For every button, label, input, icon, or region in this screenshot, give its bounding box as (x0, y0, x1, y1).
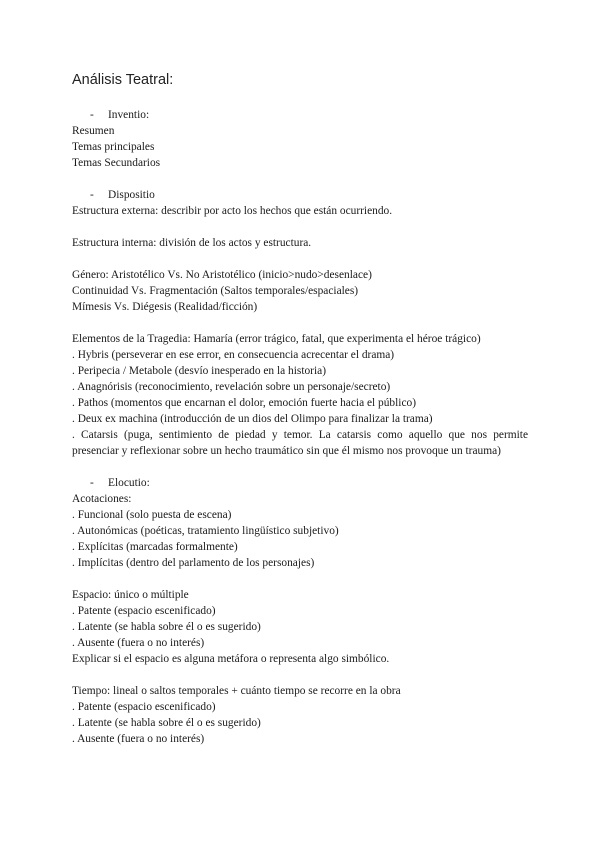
text-line: Tiempo: lineal o saltos temporales + cuánto tiempo se recorre en la obra (72, 685, 401, 697)
section-heading-label: Elocutio: (108, 477, 150, 489)
bullet-dash: - (90, 109, 94, 121)
text-line: Elementos de la Tragedia: Hamaría (error trágico, fatal, que experimenta el héroe trágico) (72, 333, 481, 345)
document-body (72, 107, 528, 747)
spacer (72, 667, 528, 683)
bullet-dash: - (90, 477, 94, 489)
list-item: . Explícitas (marcadas formalmente) (72, 541, 238, 553)
spacer (72, 171, 528, 187)
list-item: . Latente (se habla sobre él o es sugerido) (72, 621, 261, 633)
page-title: Análisis Teatral: (72, 72, 174, 88)
list-item: . Deux ex machina (introducción de un dios del Olimpo para finalizar la trama) (72, 413, 433, 425)
list-item: . Implícitas (dentro del parlamento de los personajes) (72, 557, 315, 569)
text-line: Género: Aristotélico Vs. No Aristotélico (inicio>nudo>desenlace) (72, 269, 372, 281)
text-line: Temas Secundarios (72, 157, 161, 169)
list-item: . Anagnórisis (reconocimiento, revelación sobre un personaje/secreto) (72, 381, 391, 393)
spacer (72, 251, 528, 267)
bullet-dash: - (90, 189, 94, 201)
text-line: Acotaciones: (72, 493, 132, 505)
spacer (72, 315, 528, 331)
spacer (72, 219, 528, 235)
section-heading-dispositio (72, 187, 528, 203)
text-line: Estructura interna: división de los actos y estructura. (72, 237, 312, 249)
spacer (72, 459, 528, 475)
list-item: . Peripecia / Metabole (desvío inesperado en la historia) (72, 365, 326, 377)
text-line: Explicar si el espacio es alguna metáfora o representa algo simbólico. (72, 653, 390, 665)
section-heading-label: Inventio: (108, 109, 150, 121)
list-item: . Ausente (fuera o no interés) (72, 733, 205, 745)
spacer (72, 571, 528, 587)
list-item: . Pathos (momentos que encarnan el dolor, emoción fuerte hacia el público) (72, 397, 416, 409)
text-line: Resumen (72, 125, 115, 137)
list-item-catarsis: . Catarsis (puga, sentimiento de piedad y temor. La catarsis como aquello que nos permite presenciar y reflexionar sobre un hecho traumático sin que él mismo nos provoque un trauma) (72, 429, 528, 457)
list-item: . Autonómicas (poéticas, tratamiento lingüístico subjetivo) (72, 525, 339, 537)
text-line: Temas principales (72, 141, 155, 153)
text-line: Continuidad Vs. Fragmentación (Saltos temporales/espaciales) (72, 285, 359, 297)
list-item: . Ausente (fuera o no interés) (72, 637, 205, 649)
text-line: Mímesis Vs. Diégesis (Realidad/ficción) (72, 301, 258, 313)
list-item: . Latente (se habla sobre él o es sugerido) (72, 717, 261, 729)
section-heading-elocutio (72, 475, 528, 491)
text-line: Estructura externa: describir por acto los hechos que están ocurriendo. (72, 205, 393, 217)
list-item: . Patente (espacio escenificado) (72, 701, 216, 713)
list-item: . Patente (espacio escenificado) (72, 605, 216, 617)
section-heading-inventio (72, 107, 528, 123)
list-item: . Hybris (perseverar en ese error, en consecuencia acrecentar el drama) (72, 349, 395, 361)
section-heading-label: Dispositio (108, 189, 155, 201)
list-item: . Funcional (solo puesta de escena) (72, 509, 232, 521)
text-line: Espacio: único o múltiple (72, 589, 189, 601)
